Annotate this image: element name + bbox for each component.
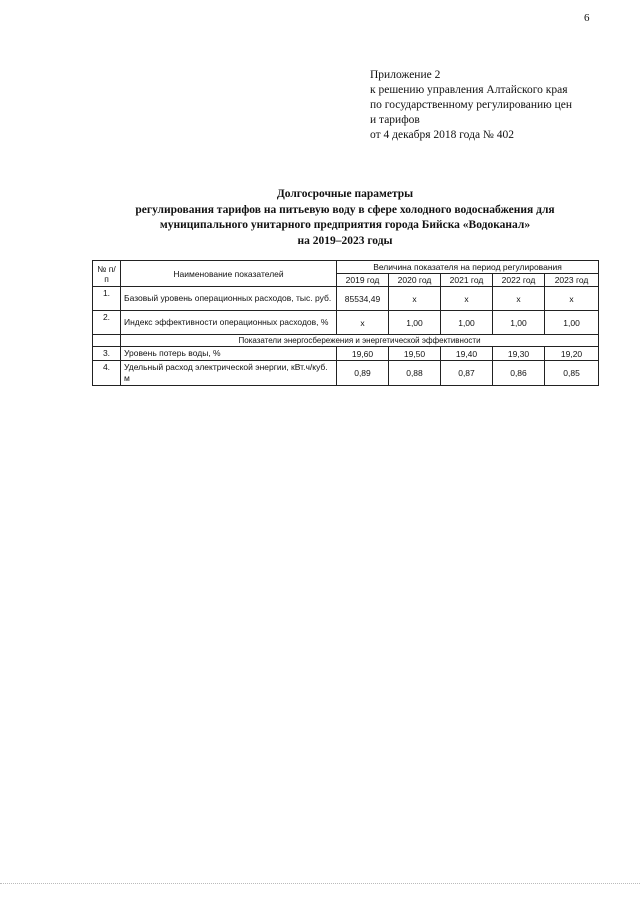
appendix-line: и тарифов — [370, 114, 420, 126]
table-header-row — [93, 261, 599, 274]
row-num: 1. — [93, 287, 121, 311]
row-value: 0,87 — [441, 361, 493, 386]
row-value: 19,20 — [545, 347, 599, 361]
row-value: x — [545, 287, 599, 311]
title-line: на 2019–2023 годы — [297, 234, 393, 247]
title-line: регулирования тарифов на питьевую воду в сфере холодного водоснабжения для — [135, 203, 555, 216]
row-value: x — [441, 287, 493, 311]
row-value: 1,00 — [545, 311, 599, 335]
scan-edge-line — [0, 883, 640, 884]
document-title — [92, 187, 598, 249]
row-name: Базовый уровень операционных расходов, тыс. руб. — [121, 287, 337, 311]
row-num: 2. — [93, 311, 121, 335]
row-value: 19,50 — [389, 347, 441, 361]
table-row — [93, 287, 599, 311]
row-value: 1,00 — [441, 311, 493, 335]
title-line: муниципального унитарного предприятия города Бийска «Водоканал» — [159, 219, 531, 231]
row-value: x — [337, 311, 389, 335]
row-value: 85534,49 — [337, 287, 389, 311]
section-spacer — [93, 335, 121, 347]
appendix-line: Приложение 2 — [370, 69, 441, 81]
row-value: 0,89 — [337, 361, 389, 386]
row-value: 0,86 — [493, 361, 545, 386]
appendix-line: по государственному регулированию цен — [370, 99, 573, 111]
header-year: 2021 год — [441, 274, 493, 287]
row-value: 0,85 — [545, 361, 599, 386]
row-name: Удельный расход электрической энергии, кВт.ч/куб. м — [121, 361, 337, 386]
row-num: 4. — [93, 361, 121, 386]
row-value: 0,88 — [389, 361, 441, 386]
table-row — [93, 347, 599, 361]
appendix-line: от 4 декабря 2018 года № 402 — [370, 129, 515, 141]
table-row — [93, 311, 599, 335]
header-num: № п/п — [93, 261, 121, 287]
row-name: Индекс эффективности операционных расходов, % — [121, 311, 337, 335]
title-line: Долгосрочные параметры — [276, 188, 414, 200]
header-name: Наименование показателей — [121, 261, 337, 287]
header-year: 2023 год — [545, 274, 599, 287]
row-value: x — [389, 287, 441, 311]
row-value: 19,30 — [493, 347, 545, 361]
row-value: 19,60 — [337, 347, 389, 361]
row-value: 1,00 — [389, 311, 441, 335]
page-number: 6 — [584, 12, 590, 24]
header-period: Величина показателя на период регулирования — [337, 261, 599, 274]
appendix-block — [370, 68, 572, 143]
header-year: 2020 год — [389, 274, 441, 287]
row-num: 3. — [93, 347, 121, 361]
row-value: 19,40 — [441, 347, 493, 361]
section-row — [93, 335, 599, 347]
parameters-table — [92, 260, 599, 386]
row-value: 1,00 — [493, 311, 545, 335]
row-value: x — [493, 287, 545, 311]
row-name: Уровень потерь воды, % — [121, 347, 337, 361]
header-year: 2019 год — [337, 274, 389, 287]
section-title: Показатели энергосбережения и энергетической эффективности — [121, 335, 599, 347]
header-year: 2022 год — [493, 274, 545, 287]
appendix-line: к решению управления Алтайского края — [370, 84, 568, 96]
table-row — [93, 361, 599, 386]
